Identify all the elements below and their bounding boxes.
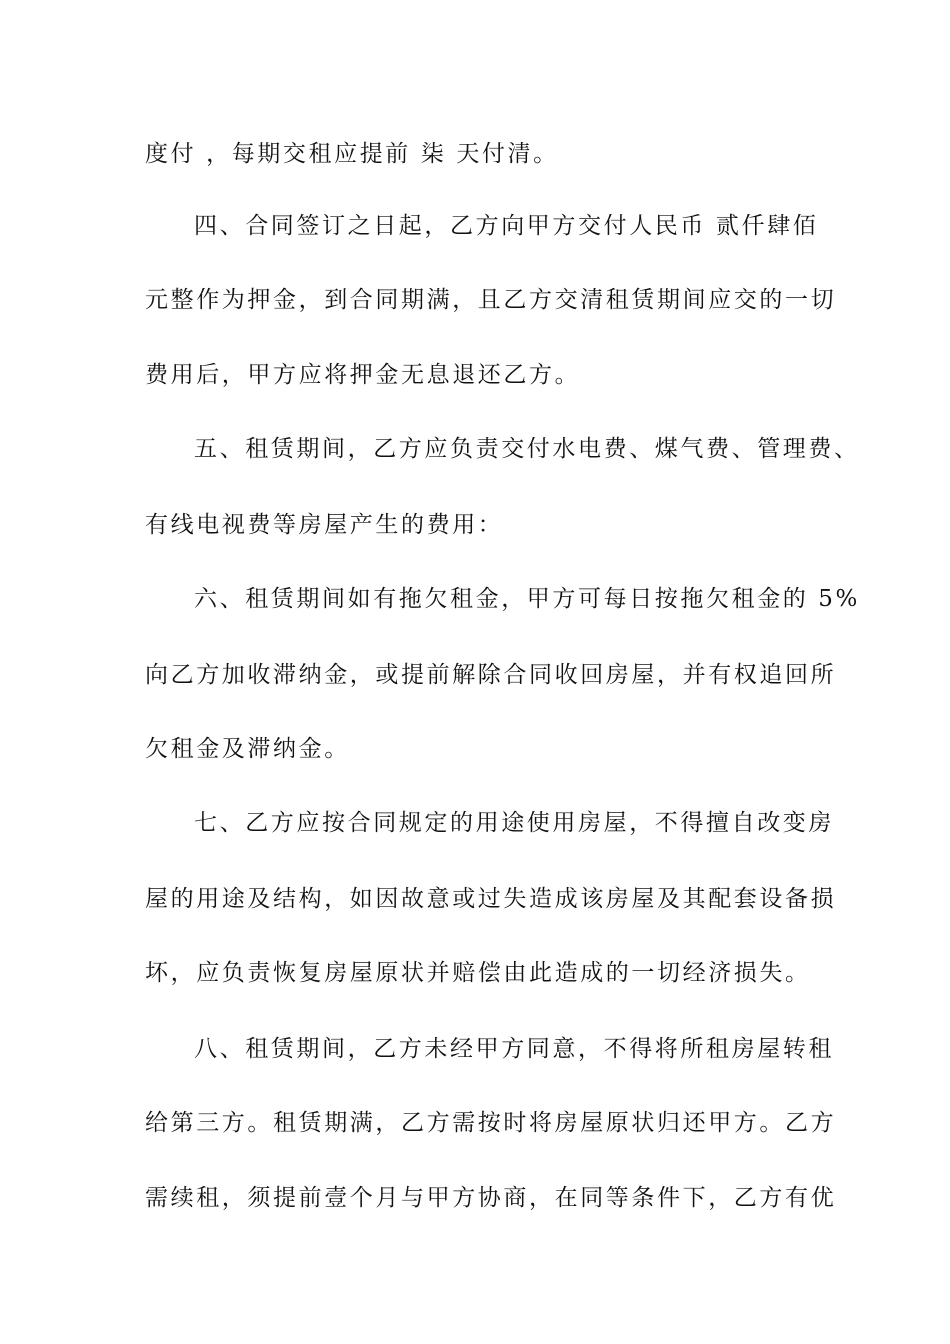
text-line: 给第三方。租赁期满，乙方需按时将房屋原状归还甲方。乙方 — [145, 1110, 837, 1136]
text-line: 六、租赁期间如有拖欠租金，甲方可每日按拖欠租金的 5% — [194, 586, 860, 612]
text-line: 五、租赁期间，乙方应负责交付水电费、煤气费、管理费、 — [194, 436, 860, 462]
text-line: 屋的用途及结构，如因故意或过失造成该房屋及其配套设备损 — [145, 886, 837, 912]
text-line: 七、乙方应按合同规定的用途使用房屋，不得擅自改变房 — [194, 810, 834, 836]
text-line: 费用后，甲方应将押金无息退还乙方。 — [145, 362, 581, 388]
text-line: 八、租赁期间，乙方未经甲方同意，不得将所租房屋转租 — [194, 1036, 834, 1062]
text-line: 有线电视费等房屋产生的费用： — [145, 512, 504, 538]
text-line: 需续租，须提前壹个月与甲方协商，在同等条件下，乙方有优 — [145, 1185, 837, 1211]
text-line: 元整作为押金，到合同期满，且乙方交清租赁期间应交的一切 — [145, 287, 837, 313]
text-line: 向乙方加收滞纳金，或提前解除合同收回房屋，并有权追回所 — [145, 662, 837, 688]
text-line: 坏，应负责恢复房屋原状并赔偿由此造成的一切经济损失。 — [145, 960, 811, 986]
text-line: 欠租金及滞纳金。 — [145, 736, 350, 762]
text-line: 度付 ，每期交租应提前 柒 天付清。 — [145, 141, 559, 167]
text-line: 四、合同签订之日起，乙方向甲方交付人民币 贰仟肆佰 — [194, 213, 819, 239]
